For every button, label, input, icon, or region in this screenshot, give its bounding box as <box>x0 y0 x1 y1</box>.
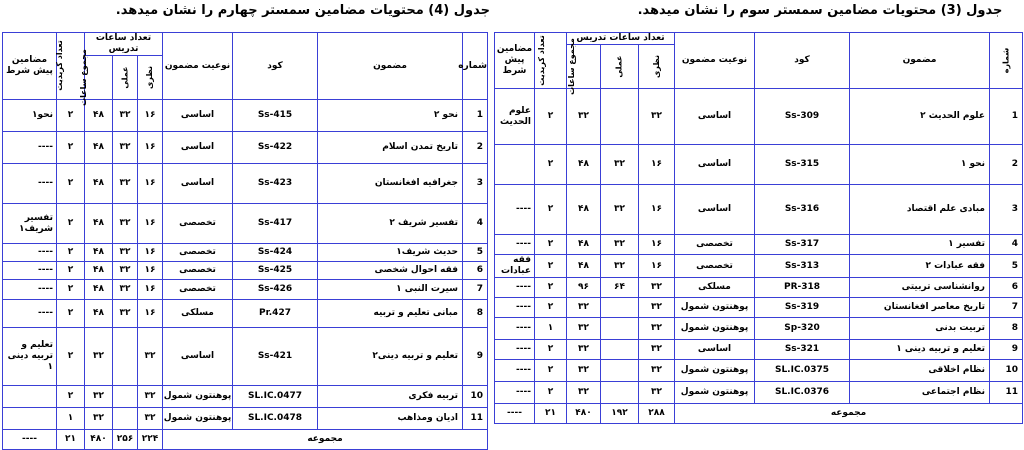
subject-type: پوهنتون شمول <box>675 382 755 404</box>
subject-name: نحو ۲ <box>318 100 463 132</box>
table-row <box>3 262 488 280</box>
header-total: مجموع ساعات <box>567 45 601 89</box>
subject-code: SL.IC.0376 <box>755 382 850 404</box>
total-credits: ۲۱ <box>535 404 567 424</box>
credits: ۲ <box>57 204 85 244</box>
header-subject: مضمون <box>850 33 990 89</box>
total-hours: ۴۸ <box>567 235 601 255</box>
practical-hours <box>601 360 639 382</box>
header-prereq: مضامین پیش شرط <box>3 33 57 100</box>
subject-code: Pr.427 <box>233 300 318 328</box>
practical-hours <box>113 386 138 408</box>
subject-name: تاریخ معاصر افغانستان <box>850 298 990 318</box>
header-practical: عملی <box>113 56 138 100</box>
total-hours: ۳۲ <box>85 328 113 386</box>
prerequisite: ---- <box>3 132 57 164</box>
practical-hours <box>601 89 639 145</box>
table-row <box>3 300 488 328</box>
row-number: 2 <box>990 145 1023 185</box>
total-hours: ۳۲ <box>85 408 113 430</box>
theory-hours: ۱۶ <box>138 100 163 132</box>
table-row <box>3 386 488 408</box>
subject-code: Ss-317 <box>755 235 850 255</box>
subject-code: SL.IC.0375 <box>755 360 850 382</box>
header-prereq: مضامین پیش شرط <box>495 33 535 89</box>
table-row <box>495 89 1023 145</box>
subject-name: تعلیم و تربیه دینی۲ <box>318 328 463 386</box>
row-number: 5 <box>990 255 1023 278</box>
total-hours: ۳۲ <box>567 89 601 145</box>
row-number: 11 <box>463 408 488 430</box>
table-row <box>3 408 488 430</box>
total-hours: ۴۸ <box>85 132 113 164</box>
row-number: 1 <box>463 100 488 132</box>
table-row <box>3 100 488 132</box>
subject-name: علوم الحدیث ۲ <box>850 89 990 145</box>
subject-code: Ss-309 <box>755 89 850 145</box>
credits: ۲ <box>535 235 567 255</box>
theory-hours: ۱۶ <box>639 185 675 235</box>
header-type: نوعیت مضمون <box>163 33 233 100</box>
theory-hours: ۱۶ <box>138 204 163 244</box>
subject-type: اساسی <box>675 185 755 235</box>
practical-hours: ۳۲ <box>113 164 138 204</box>
subject-name: فقه احوال شخصی <box>318 262 463 280</box>
table-row <box>3 280 488 300</box>
total-hours: ۴۸ <box>567 185 601 235</box>
subject-type: پوهنتون شمول <box>675 318 755 340</box>
prerequisite: تعلیم و تربیه دینی ۱ <box>3 328 57 386</box>
prerequisite: ---- <box>495 360 535 382</box>
credits: ۲ <box>57 262 85 280</box>
prerequisite: ---- <box>495 235 535 255</box>
row-number: 2 <box>463 132 488 164</box>
table-row <box>3 132 488 164</box>
subject-name: حدیث شریف۱ <box>318 244 463 262</box>
prerequisite: ---- <box>495 340 535 360</box>
prerequisite <box>3 386 57 408</box>
credits: ۲ <box>57 244 85 262</box>
total-hours: ۳۲ <box>567 298 601 318</box>
subject-name: نحو ۱ <box>850 145 990 185</box>
subject-type: اساسی <box>675 340 755 360</box>
subject-name: تاریخ تمدن اسلام <box>318 132 463 164</box>
credits: ۲ <box>535 255 567 278</box>
practical-hours: ۳۲ <box>113 262 138 280</box>
credits: ۱ <box>57 408 85 430</box>
row-number: 8 <box>990 318 1023 340</box>
subject-type: پوهنتون شمول <box>675 360 755 382</box>
header-theory: نظری <box>138 56 163 100</box>
table-row <box>495 255 1023 278</box>
credits: ۱ <box>535 318 567 340</box>
header-theory: نظری <box>639 45 675 89</box>
total-hours: ۴۸ <box>85 244 113 262</box>
prerequisite: ---- <box>3 244 57 262</box>
row-number: 7 <box>463 280 488 300</box>
practical-hours <box>601 298 639 318</box>
theory-hours: ۱۶ <box>639 235 675 255</box>
prerequisite: ---- <box>3 262 57 280</box>
row-number: 3 <box>463 164 488 204</box>
total-prereq: ---- <box>495 404 535 424</box>
credits: ۲ <box>57 280 85 300</box>
credits: ۲ <box>57 164 85 204</box>
header-number: شماره <box>990 33 1023 89</box>
prerequisite: فقه عبادات <box>495 255 535 278</box>
practical-hours: ۳۲ <box>601 145 639 185</box>
table4-caption: جدول (4) محتویات مضامین سمستر چهارم را نشان میدهد. <box>115 3 490 18</box>
credits: ۲ <box>57 386 85 408</box>
table-row <box>495 360 1023 382</box>
theory-hours: ۱۶ <box>138 262 163 280</box>
theory-hours: ۳۲ <box>639 382 675 404</box>
row-number: 5 <box>463 244 488 262</box>
total-hours: ۳۲ <box>567 382 601 404</box>
subject-name: مبادی علم اقتصاد <box>850 185 990 235</box>
subject-name: نظام اجتماعی <box>850 382 990 404</box>
subject-type: تخصصی <box>675 235 755 255</box>
theory-hours: ۳۲ <box>639 360 675 382</box>
row-number: 9 <box>463 328 488 386</box>
practical-hours: ۳۲ <box>113 300 138 328</box>
subject-type: اساسی <box>163 100 233 132</box>
subject-code: PR-318 <box>755 278 850 298</box>
total-hours: ۳۲ <box>567 318 601 340</box>
subject-code: Ss-422 <box>233 132 318 164</box>
credits: ۲ <box>535 360 567 382</box>
theory-hours: ۱۶ <box>138 300 163 328</box>
subject-type: مسلکی <box>163 300 233 328</box>
subject-code: Ss-319 <box>755 298 850 318</box>
subject-type: مسلکی <box>675 278 755 298</box>
total-hours-sum: ۴۸۰ <box>567 404 601 424</box>
prerequisite: ---- <box>495 185 535 235</box>
row-number: 3 <box>990 185 1023 235</box>
subject-name: ادیان ومذاهب <box>318 408 463 430</box>
practical-hours <box>601 340 639 360</box>
header-code: کود <box>755 33 850 89</box>
practical-hours <box>601 382 639 404</box>
subject-code: Ss-423 <box>233 164 318 204</box>
row-number: 7 <box>990 298 1023 318</box>
header-total: مجموع ساعات <box>85 56 113 100</box>
prerequisite: نحو۱ <box>3 100 57 132</box>
table4 <box>2 32 488 450</box>
total-hours: ۹۶ <box>567 278 601 298</box>
subject-name: فقه عبادات ۲ <box>850 255 990 278</box>
practical-hours: ۳۲ <box>601 255 639 278</box>
theory-hours: ۱۶ <box>138 280 163 300</box>
subject-type: اساسی <box>163 132 233 164</box>
table-row <box>495 340 1023 360</box>
row-number: 1 <box>990 89 1023 145</box>
credits: ۲ <box>57 300 85 328</box>
total-hours: ۴۸ <box>85 300 113 328</box>
practical-hours <box>113 328 138 386</box>
subject-type: تخصصی <box>163 262 233 280</box>
subject-name: تفسیر شریف ۲ <box>318 204 463 244</box>
row-number: 6 <box>990 278 1023 298</box>
total-practical: ۲۵۶ <box>113 430 138 450</box>
prerequisite: ---- <box>495 298 535 318</box>
total-hours: ۴۸ <box>567 145 601 185</box>
total-hours: ۴۸ <box>85 280 113 300</box>
practical-hours: ۳۲ <box>113 244 138 262</box>
total-hours-sum: ۴۸۰ <box>85 430 113 450</box>
header-type: نوعیت مضمون <box>675 33 755 89</box>
prerequisite: ---- <box>3 300 57 328</box>
subject-type: تخصصی <box>163 244 233 262</box>
table-row <box>495 318 1023 340</box>
table-row <box>3 164 488 204</box>
total-hours: ۴۸ <box>85 204 113 244</box>
credits: ۲ <box>535 145 567 185</box>
table3-caption: جدول (3) محتویات مضامین سمستر سوم را نشان میدهد. <box>637 3 1003 18</box>
table-row <box>495 235 1023 255</box>
row-number: 4 <box>990 235 1023 255</box>
subject-name: تفسیر ۱ <box>850 235 990 255</box>
theory-hours: ۱۶ <box>138 164 163 204</box>
theory-hours: ۳۲ <box>138 386 163 408</box>
prerequisite: ---- <box>495 278 535 298</box>
practical-hours: ۳۲ <box>601 235 639 255</box>
subject-code: Ss-315 <box>755 145 850 185</box>
subject-code: Ss-417 <box>233 204 318 244</box>
total-hours: ۴۸ <box>85 262 113 280</box>
header-code: کود <box>233 33 318 100</box>
total-credits: ۲۱ <box>57 430 85 450</box>
prerequisite: ---- <box>3 280 57 300</box>
total-hours: ۴۸ <box>85 100 113 132</box>
prerequisite: ---- <box>495 318 535 340</box>
row-number: 9 <box>990 340 1023 360</box>
subject-code: Ss-421 <box>233 328 318 386</box>
header-credits: تعداد کریدیت <box>57 33 85 100</box>
prerequisite <box>495 145 535 185</box>
total-label: مجموعه <box>163 430 488 450</box>
subject-type: اساسی <box>163 164 233 204</box>
theory-hours: ۳۲ <box>138 408 163 430</box>
credits: ۲ <box>57 132 85 164</box>
theory-hours: ۳۲ <box>639 340 675 360</box>
practical-hours <box>113 408 138 430</box>
subject-name: جغرافیه افغانستان <box>318 164 463 204</box>
total-practical: ۱۹۲ <box>601 404 639 424</box>
subject-name: تربیه فکری <box>318 386 463 408</box>
subject-type: اساسی <box>163 328 233 386</box>
credits: ۲ <box>57 328 85 386</box>
subject-code: SL.IC.0477 <box>233 386 318 408</box>
total-theory: ۲۸۸ <box>639 404 675 424</box>
prerequisite: تفسیر شریف۱ <box>3 204 57 244</box>
table-row <box>495 145 1023 185</box>
theory-hours: ۱۶ <box>639 255 675 278</box>
total-hours: ۴۸ <box>567 255 601 278</box>
prerequisite <box>3 408 57 430</box>
total-hours: ۴۸ <box>85 164 113 204</box>
subject-type: پوهنتون شمول <box>163 408 233 430</box>
table-row <box>495 298 1023 318</box>
header-number: شماره <box>463 33 488 100</box>
subject-name: تربیت بدنی <box>850 318 990 340</box>
total-theory: ۲۲۴ <box>138 430 163 450</box>
credits: ۲ <box>535 185 567 235</box>
total-label: مجموعه <box>675 404 1023 424</box>
prerequisite: ---- <box>3 164 57 204</box>
practical-hours: ۶۴ <box>601 278 639 298</box>
row-number: 11 <box>990 382 1023 404</box>
total-hours: ۳۲ <box>85 386 113 408</box>
subject-name: نظام اخلاقی <box>850 360 990 382</box>
table3 <box>494 32 1023 424</box>
theory-hours: ۳۲ <box>639 278 675 298</box>
subject-type: اساسی <box>675 145 755 185</box>
theory-hours: ۱۶ <box>138 244 163 262</box>
table-row <box>3 204 488 244</box>
subject-code: Ss-316 <box>755 185 850 235</box>
header-subject: مضمون <box>318 33 463 100</box>
subject-type: تخصصی <box>675 255 755 278</box>
table-row <box>495 382 1023 404</box>
theory-hours: ۳۲ <box>639 89 675 145</box>
credits: ۲ <box>535 278 567 298</box>
subject-code: Ss-415 <box>233 100 318 132</box>
total-row <box>495 404 1023 424</box>
credits: ۲ <box>535 89 567 145</box>
practical-hours: ۳۲ <box>113 280 138 300</box>
subject-type: اساسی <box>675 89 755 145</box>
theory-hours: ۱۶ <box>138 132 163 164</box>
credits: ۲ <box>57 100 85 132</box>
practical-hours: ۳۲ <box>113 100 138 132</box>
credits: ۲ <box>535 382 567 404</box>
total-row <box>3 430 488 450</box>
theory-hours: ۳۲ <box>639 298 675 318</box>
table-row <box>495 185 1023 235</box>
header-hours-group: تعداد ساعات تدریس <box>567 33 675 45</box>
total-hours: ۳۲ <box>567 360 601 382</box>
subject-type: تخصصی <box>163 280 233 300</box>
table-row <box>495 278 1023 298</box>
header-practical: عملی <box>601 45 639 89</box>
subject-type: پوهنتون شمول <box>675 298 755 318</box>
total-hours: ۳۲ <box>567 340 601 360</box>
row-number: 10 <box>463 386 488 408</box>
credits: ۲ <box>535 298 567 318</box>
subject-code: SL.IC.0478 <box>233 408 318 430</box>
row-number: 6 <box>463 262 488 280</box>
subject-name: روانشناسی تربیتی <box>850 278 990 298</box>
row-number: 4 <box>463 204 488 244</box>
subject-code: Ss-425 <box>233 262 318 280</box>
subject-type: پوهنتون شمول <box>163 386 233 408</box>
credits: ۲ <box>535 340 567 360</box>
theory-hours: ۱۶ <box>639 145 675 185</box>
table-row <box>3 244 488 262</box>
subject-code: Ss-321 <box>755 340 850 360</box>
subject-code: Sp-320 <box>755 318 850 340</box>
table-row <box>3 328 488 386</box>
practical-hours: ۳۲ <box>113 132 138 164</box>
theory-hours: ۳۲ <box>639 318 675 340</box>
row-number: 8 <box>463 300 488 328</box>
practical-hours: ۳۲ <box>601 185 639 235</box>
practical-hours: ۳۲ <box>113 204 138 244</box>
subject-name: تعلیم و تربیه دینی ۱ <box>850 340 990 360</box>
subject-code: Ss-424 <box>233 244 318 262</box>
header-hours-group: تعداد ساعات تدریس <box>85 33 163 56</box>
subject-type: تخصصی <box>163 204 233 244</box>
theory-hours: ۳۲ <box>138 328 163 386</box>
header-credits: تعداد کریدیت <box>535 33 567 89</box>
total-prereq: ---- <box>3 430 57 450</box>
subject-code: Ss-426 <box>233 280 318 300</box>
subject-name: مبانی تعلیم و تربیه <box>318 300 463 328</box>
subject-name: سیرت النبی ۱ <box>318 280 463 300</box>
prerequisite: ---- <box>495 382 535 404</box>
prerequisite: علوم الحدیث <box>495 89 535 145</box>
subject-code: Ss-313 <box>755 255 850 278</box>
row-number: 10 <box>990 360 1023 382</box>
practical-hours <box>601 318 639 340</box>
